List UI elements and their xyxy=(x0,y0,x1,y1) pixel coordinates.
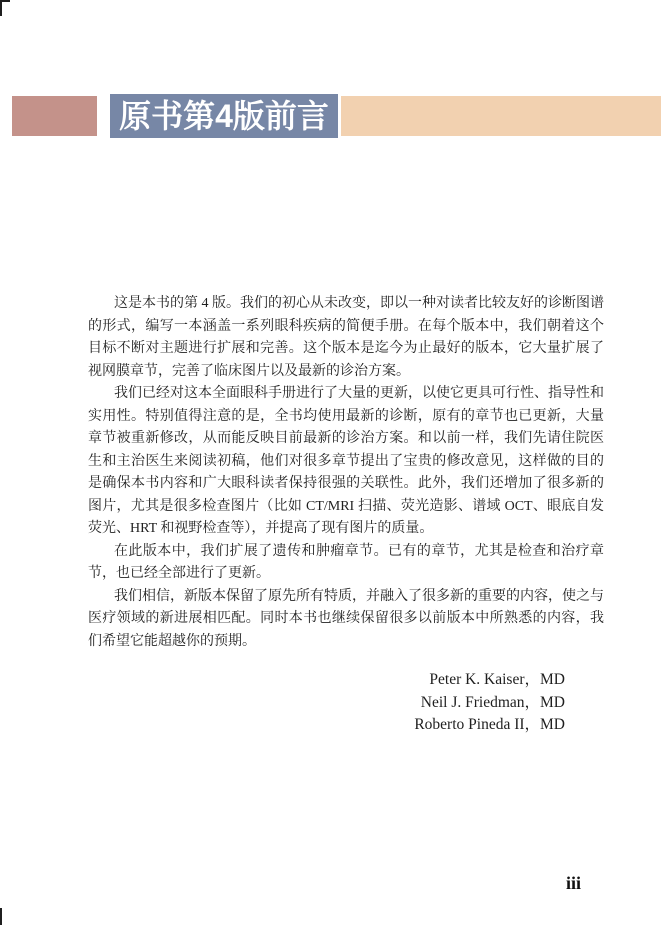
author-line-2: Neil J. Friedman，MD xyxy=(420,693,565,711)
page-number: iii xyxy=(566,873,582,893)
crop-mark-top-left-horizontal xyxy=(0,0,10,2)
header-rose-block xyxy=(12,96,97,136)
crop-mark-bottom-left-vertical xyxy=(0,908,2,925)
author-line-3: Roberto Pineda II，MD xyxy=(414,716,565,733)
crop-mark-top-left-vertical xyxy=(0,0,2,16)
author-line-1: Peter K. Kaiser，MD xyxy=(429,671,565,688)
author-signature-block xyxy=(414,669,565,737)
header-beige-bar xyxy=(341,96,661,136)
preface-paragraph-2: 我们已经对这本全面眼科手册进行了大量的更新，以使它更具可行性、指导性和实用性。特别值得注意的是，全书均使用最新的诊断，原有的章节也已更新，大量章节被重新修改，从而能反映目前最新的诊治方案。和以前一样，我们先请住院医生和主治医生来阅读初稿，他们对很多章节提出了宝贵的修改意见，这样做的目的是确保本书内容和广大眼科读者保持很强的关联性。此外，我们还增加了很多新的图片，尤其是很多检查图片（比如 CT/MRI 扫描、荧光造影、谱域 OCT、眼底自发荧光、HRT 和视野检查等），并提高了现有图片的质量。 xyxy=(88,386,604,536)
preface-paragraph-3: 在此版本中，我们扩展了遗传和肿瘤章节。已有的章节，尤其是检查和治疗章节，也已经全部进行了更新。 xyxy=(88,543,604,581)
preface-body xyxy=(88,293,604,653)
preface-paragraph-1: 这是本书的第 4 版。我们的初心从未改变，即以一种对读者比较友好的诊断图谱的形式，编写一本涵盖一系列眼科疾病的简便手册。在每个版本中，我们朝着这个目标不断对主题进行扩展和完善。这个版本是迄今为止最好的版本，它大量扩展了视网膜章节，完善了临床图片以及最新的诊治方案。 xyxy=(88,296,604,379)
chapter-title-box xyxy=(110,94,338,138)
preface-paragraph-4: 我们相信，新版本保留了原先所有特质，并融入了很多新的重要的内容，使之与医疗领域的新进展相匹配。同时本书也继续保留很多以前版本中所熟悉的内容，我们希望它能超越你的预期。 xyxy=(88,588,604,649)
chapter-title: 原书第4版前言 xyxy=(119,98,329,134)
